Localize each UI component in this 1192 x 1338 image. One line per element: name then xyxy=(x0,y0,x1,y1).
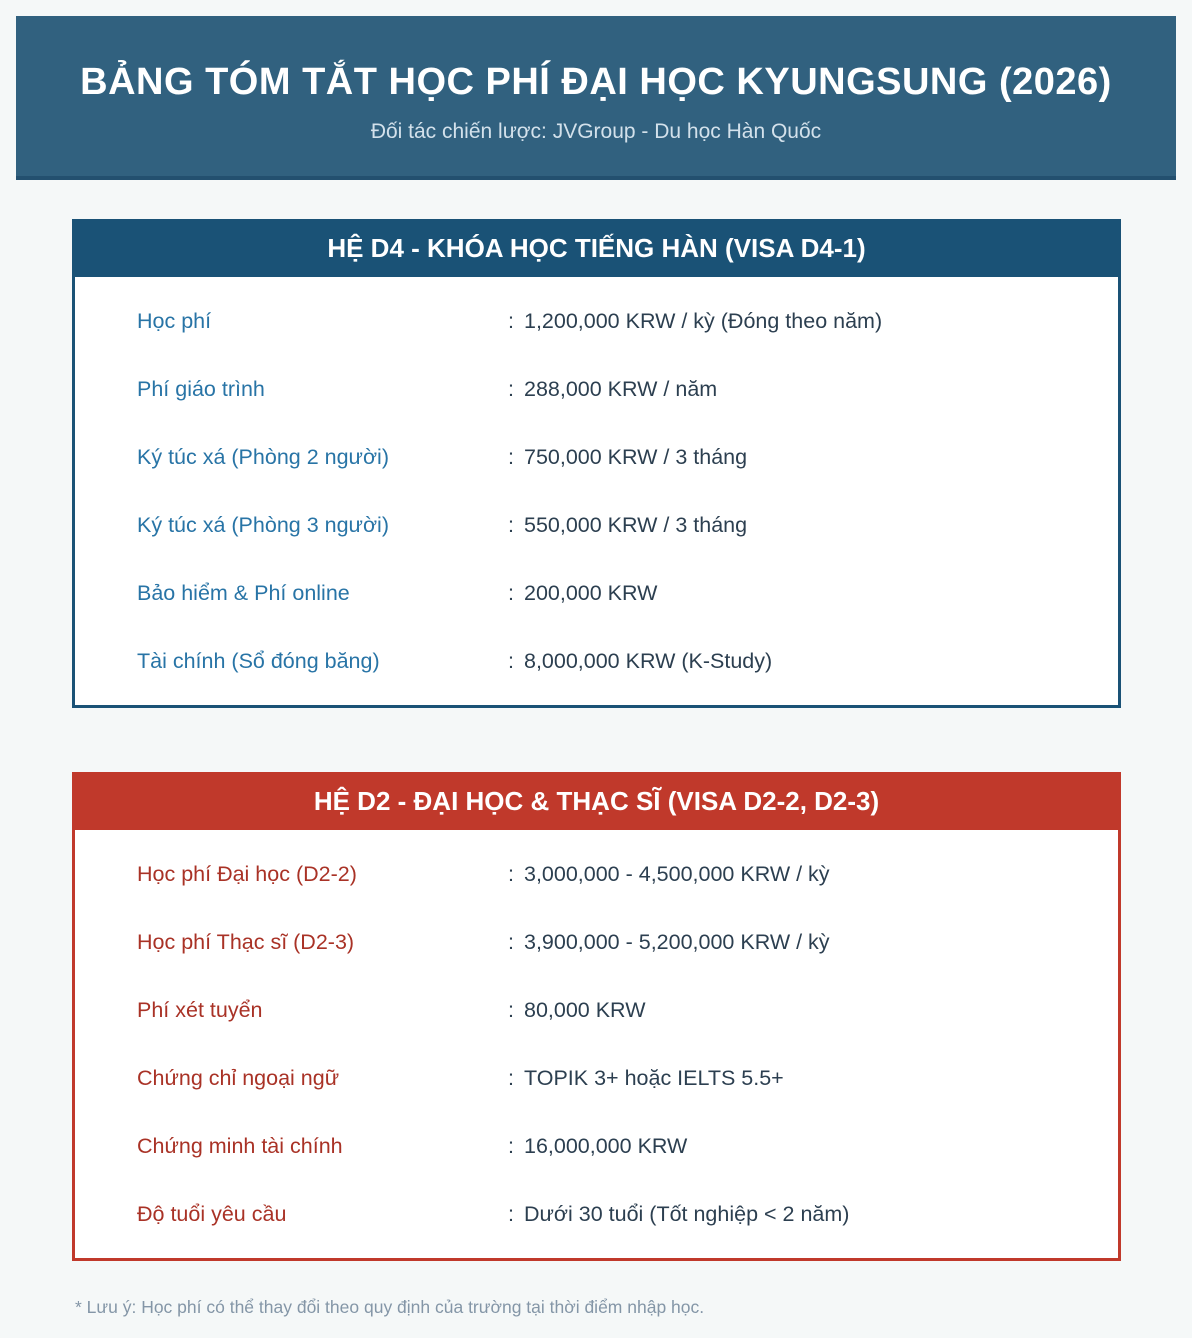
fee-row-label: Chứng chỉ ngoại ngữ xyxy=(137,1065,340,1090)
fee-row-amount: 200,000 KRW xyxy=(523,580,658,605)
fee-row-label: Học phí Đại học (D2-2) xyxy=(137,861,357,886)
fee-row-separator: : xyxy=(508,580,514,605)
fee-row xyxy=(75,559,1118,627)
fee-row-amount: 288,000 KRW / năm xyxy=(523,376,718,401)
fee-row-separator: : xyxy=(508,512,514,537)
fee-row-label: Học phí Thạc sĩ (D2-3) xyxy=(137,929,355,954)
fee-row-value xyxy=(508,1134,687,1159)
fee-row-separator: : xyxy=(508,1065,514,1090)
fee-row-separator: : xyxy=(508,997,514,1022)
fee-row-value xyxy=(508,862,830,887)
header-banner xyxy=(16,16,1176,180)
fee-row-value xyxy=(508,649,772,674)
fee-row-amount: Dưới 30 tuổi (Tốt nghiệp < 2 năm) xyxy=(523,1201,850,1226)
fee-row-label: Phí giáo trình xyxy=(137,376,265,401)
fee-row-label: Ký túc xá (Phòng 2 người) xyxy=(137,444,389,469)
footer-note: * Lưu ý: Học phí có thể thay đổi theo quy định của trường tại thời điểm nhập học. xyxy=(75,1297,705,1317)
fee-row-separator: : xyxy=(508,929,514,954)
fee-row-separator: : xyxy=(508,308,514,333)
page-subtitle: Đối tác chiến lược: JVGroup - Du học Hàn Quốc xyxy=(370,119,822,143)
fee-row-value xyxy=(508,377,717,402)
fee-row xyxy=(75,1180,1118,1248)
fee-row-separator: : xyxy=(508,861,514,886)
section-d2-card xyxy=(72,772,1121,1261)
page-title: BẢNG TÓM TẮT HỌC PHÍ ĐẠI HỌC KYUNGSUNG (2026) xyxy=(80,61,1112,103)
fee-row xyxy=(75,287,1118,355)
fee-row-value xyxy=(508,445,747,470)
fee-row-value xyxy=(508,581,657,606)
fee-row-amount: 8,000,000 KRW (K-Study) xyxy=(523,648,773,673)
section-d2-body xyxy=(72,830,1121,1261)
section-d2-title: HỆ D2 - ĐẠI HỌC & THẠC SĨ (VISA D2-2, D2-3) xyxy=(72,772,1121,830)
fee-row-amount: 750,000 KRW / 3 tháng xyxy=(523,444,748,469)
fee-row-amount: 550,000 KRW / 3 tháng xyxy=(523,512,748,537)
fee-row-label: Ký túc xá (Phòng 3 người) xyxy=(137,512,389,537)
fee-row xyxy=(75,976,1118,1044)
fee-row xyxy=(75,1044,1118,1112)
section-d4-card xyxy=(72,219,1121,708)
fee-row-separator: : xyxy=(508,444,514,469)
fee-row-label: Học phí xyxy=(137,308,212,333)
fee-row xyxy=(75,1112,1118,1180)
fee-row-label: Độ tuổi yêu cầu xyxy=(137,1201,287,1226)
section-d4-title: HỆ D4 - KHÓA HỌC TIẾNG HÀN (VISA D4-1) xyxy=(72,219,1121,277)
fee-row-amount: 16,000,000 KRW xyxy=(523,1133,688,1158)
fee-row-label: Bảo hiểm & Phí online xyxy=(137,580,350,605)
fee-row-label: Chứng minh tài chính xyxy=(137,1133,343,1158)
fee-row-value xyxy=(508,998,646,1023)
fee-row-amount: 80,000 KRW xyxy=(523,997,646,1022)
fee-row-amount: 3,000,000 - 4,500,000 KRW / kỳ xyxy=(523,861,830,886)
fee-row xyxy=(75,627,1118,695)
fee-row xyxy=(75,355,1118,423)
fee-row-separator: : xyxy=(508,1201,514,1226)
fee-row-separator: : xyxy=(508,1133,514,1158)
fee-row xyxy=(75,491,1118,559)
fee-row xyxy=(75,908,1118,976)
fee-row xyxy=(75,840,1118,908)
fee-row-separator: : xyxy=(508,648,514,673)
fee-row-amount: TOPIK 3+ hoặc IELTS 5.5+ xyxy=(523,1065,784,1090)
fee-row-value xyxy=(508,1066,784,1091)
fee-row-value xyxy=(508,1202,849,1227)
fee-row-value xyxy=(508,513,747,538)
fee-row-label: Phí xét tuyển xyxy=(137,997,263,1022)
fee-row-label: Tài chính (Sổ đóng băng) xyxy=(137,648,380,673)
fee-row-value xyxy=(508,930,830,955)
section-d4-body xyxy=(72,277,1121,708)
fee-row-amount: 1,200,000 KRW / kỳ (Đóng theo năm) xyxy=(523,308,883,333)
fee-row xyxy=(75,423,1118,491)
fee-row-separator: : xyxy=(508,376,514,401)
fee-row-value xyxy=(508,309,882,334)
fee-row-amount: 3,900,000 - 5,200,000 KRW / kỳ xyxy=(523,929,830,954)
